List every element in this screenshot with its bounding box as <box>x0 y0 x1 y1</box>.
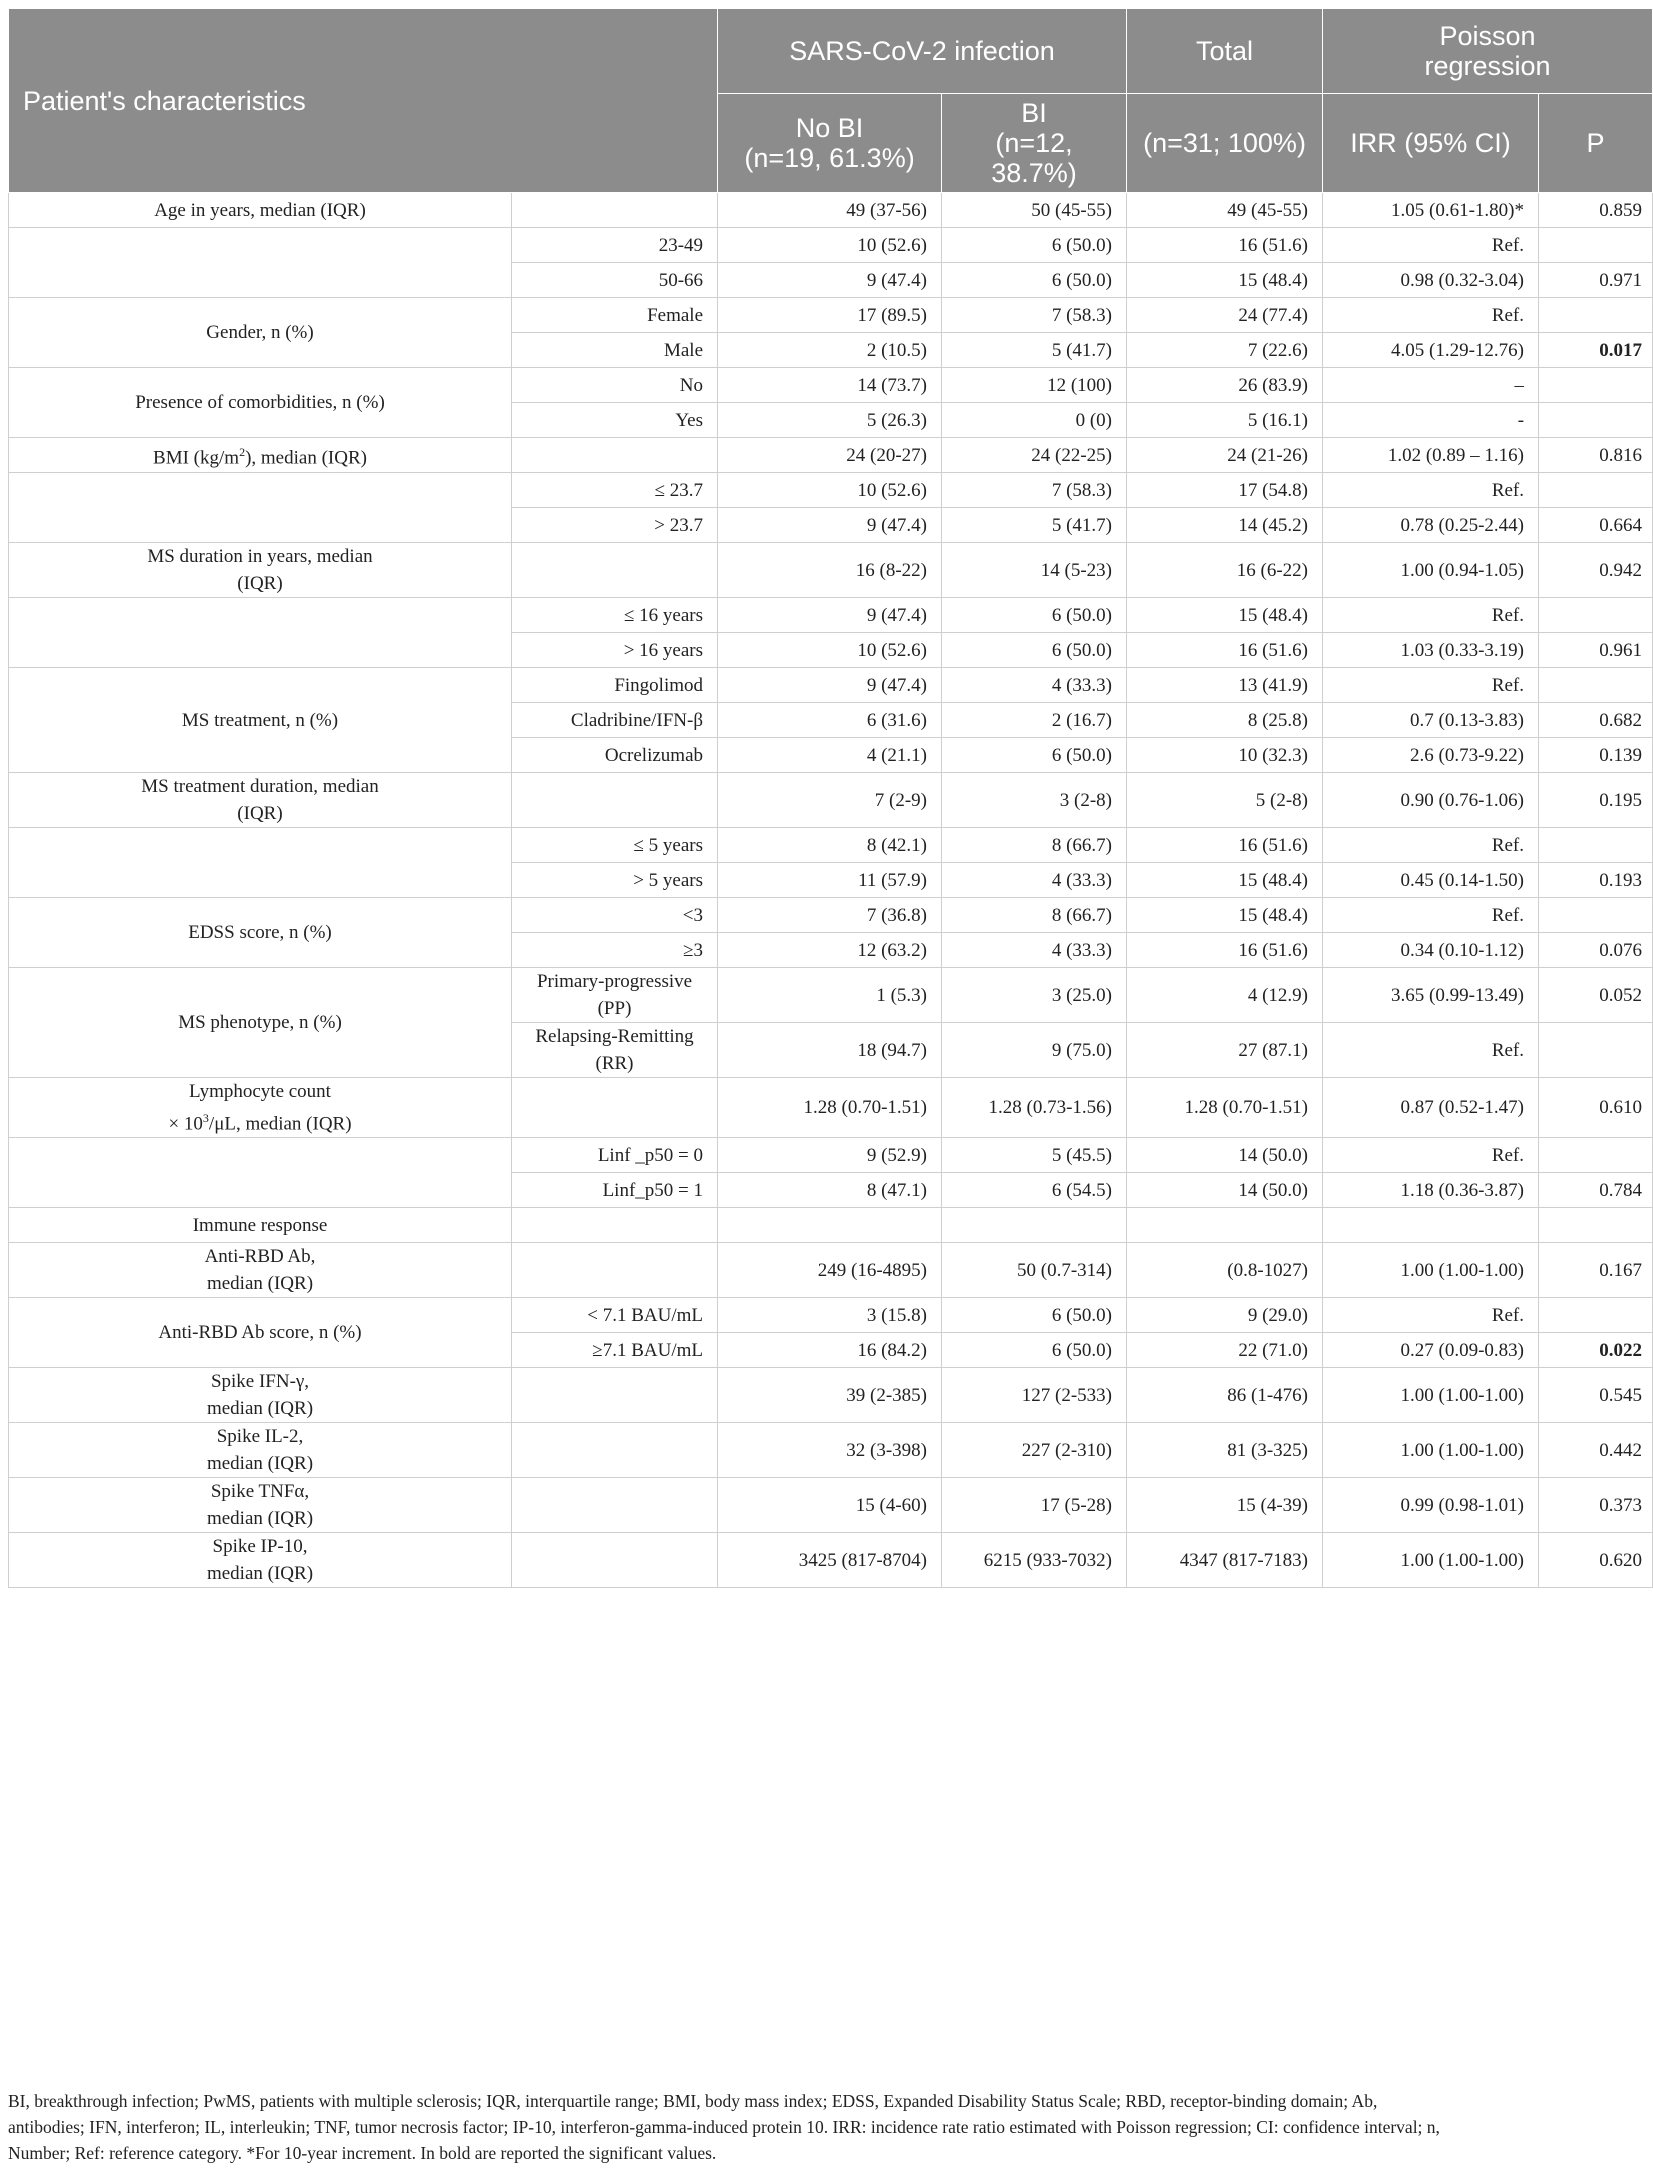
cell-p <box>1539 828 1653 863</box>
significant-p-value: 0.022 <box>1599 1339 1643 1361</box>
cell-p <box>1539 898 1653 933</box>
cell-total: 26 (83.9) <box>1127 368 1323 403</box>
row-sublabel: 50-66 <box>512 263 718 298</box>
row-sublabel: ≤ 16 years <box>512 598 718 633</box>
cell-no-bi <box>718 1208 942 1243</box>
cell-no-bi: 15 (4-60) <box>718 1478 942 1533</box>
table-row <box>9 1208 1653 1243</box>
cell-total: 4 (12.9) <box>1127 968 1323 1023</box>
characteristics-table <box>8 8 1653 1588</box>
cell-bi: 4 (33.3) <box>942 668 1127 703</box>
row-label <box>9 598 512 668</box>
cell-bi: 8 (66.7) <box>942 898 1127 933</box>
cell-irr: 0.27 (0.09-0.83) <box>1323 1333 1539 1368</box>
cell-irr: Ref. <box>1323 298 1539 333</box>
cell-no-bi: 14 (73.7) <box>718 368 942 403</box>
table-row <box>9 1423 1653 1478</box>
row-sublabel <box>512 1423 718 1478</box>
cell-total: 16 (51.6) <box>1127 933 1323 968</box>
cell-no-bi: 18 (94.7) <box>718 1023 942 1078</box>
table-row <box>9 1368 1653 1423</box>
cell-bi: 17 (5-28) <box>942 1478 1127 1533</box>
cell-no-bi: 249 (16-4895) <box>718 1243 942 1298</box>
row-label: Spike TNFα, median (IQR) <box>9 1478 512 1533</box>
table-row <box>9 228 1653 263</box>
row-sublabel: Relapsing-Remitting (RR) <box>512 1023 718 1078</box>
row-sublabel: > 5 years <box>512 863 718 898</box>
table-row <box>9 543 1653 598</box>
cell-total: 13 (41.9) <box>1127 668 1323 703</box>
cell-bi <box>942 1208 1127 1243</box>
cell-irr: Ref. <box>1323 228 1539 263</box>
cell-no-bi: 17 (89.5) <box>718 298 942 333</box>
cell-p <box>1539 1138 1653 1173</box>
cell-p: 0.052 <box>1539 968 1653 1023</box>
cell-bi: 2 (16.7) <box>942 703 1127 738</box>
cell-total: 22 (71.0) <box>1127 1333 1323 1368</box>
cell-no-bi: 1.28 (0.70-1.51) <box>718 1078 942 1138</box>
cell-p <box>1539 298 1653 333</box>
cell-p: 0.682 <box>1539 703 1653 738</box>
cell-irr: – <box>1323 368 1539 403</box>
cell-bi: 227 (2-310) <box>942 1423 1127 1478</box>
cell-bi: 6 (50.0) <box>942 263 1127 298</box>
table-row <box>9 298 1653 333</box>
row-sublabel: ≤ 23.7 <box>512 473 718 508</box>
cell-no-bi: 10 (52.6) <box>718 633 942 668</box>
row-sublabel: Yes <box>512 403 718 438</box>
cell-total <box>1127 1208 1323 1243</box>
cell-no-bi: 39 (2-385) <box>718 1368 942 1423</box>
cell-total: 81 (3-325) <box>1127 1423 1323 1478</box>
row-label <box>9 473 512 543</box>
row-label <box>9 228 512 298</box>
header-irr: IRR (95% CI) <box>1323 94 1539 193</box>
cell-p: 0.193 <box>1539 863 1653 898</box>
cell-p: 0.167 <box>1539 1243 1653 1298</box>
cell-total: 14 (50.0) <box>1127 1173 1323 1208</box>
cell-p <box>1539 598 1653 633</box>
cell-bi: 4 (33.3) <box>942 863 1127 898</box>
cell-irr: 1.00 (1.00-1.00) <box>1323 1533 1539 1588</box>
row-sublabel: Linf _p50 = 0 <box>512 1138 718 1173</box>
cell-p: 0.816 <box>1539 438 1653 473</box>
cell-bi: 3 (25.0) <box>942 968 1127 1023</box>
section-label-immune-response: Immune response <box>9 1208 512 1243</box>
cell-no-bi: 9 (47.4) <box>718 598 942 633</box>
table-row <box>9 773 1653 828</box>
cell-irr: 1.00 (1.00-1.00) <box>1323 1368 1539 1423</box>
row-sublabel: <3 <box>512 898 718 933</box>
table-row <box>9 1533 1653 1588</box>
cell-no-bi: 24 (20-27) <box>718 438 942 473</box>
cell-p <box>1539 1208 1653 1243</box>
cell-irr: 1.00 (0.94-1.05) <box>1323 543 1539 598</box>
cell-p: 0.610 <box>1539 1078 1653 1138</box>
row-sublabel <box>512 1533 718 1588</box>
table-row <box>9 1138 1653 1173</box>
cell-p <box>1539 1298 1653 1333</box>
cell-bi: 5 (45.5) <box>942 1138 1127 1173</box>
cell-p <box>1539 1023 1653 1078</box>
row-label: Spike IFN-γ, median (IQR) <box>9 1368 512 1423</box>
cell-bi: 6 (50.0) <box>942 228 1127 263</box>
table-row <box>9 1298 1653 1333</box>
row-sublabel: Linf_p50 = 1 <box>512 1173 718 1208</box>
header-sars-group: SARS-CoV-2 infection <box>718 9 1127 94</box>
cell-no-bi: 32 (3-398) <box>718 1423 942 1478</box>
cell-irr: - <box>1323 403 1539 438</box>
cell-no-bi: 11 (57.9) <box>718 863 942 898</box>
row-sublabel: ≥3 <box>512 933 718 968</box>
cell-irr: Ref. <box>1323 598 1539 633</box>
row-sublabel: Fingolimod <box>512 668 718 703</box>
cell-p: 0.076 <box>1539 933 1653 968</box>
cell-p: 0.859 <box>1539 193 1653 228</box>
row-sublabel <box>512 1243 718 1298</box>
row-sublabel: > 23.7 <box>512 508 718 543</box>
row-sublabel: Primary-progressive (PP) <box>512 968 718 1023</box>
cell-p: 0.442 <box>1539 1423 1653 1478</box>
cell-irr: Ref. <box>1323 668 1539 703</box>
cell-irr: 0.99 (0.98-1.01) <box>1323 1478 1539 1533</box>
row-label: Anti-RBD Ab score, n (%) <box>9 1298 512 1368</box>
cell-bi: 6 (54.5) <box>942 1173 1127 1208</box>
cell-irr: 0.98 (0.32-3.04) <box>1323 263 1539 298</box>
table-row <box>9 1078 1653 1138</box>
cell-p <box>1539 228 1653 263</box>
cell-p: 0.139 <box>1539 738 1653 773</box>
cell-bi: 6 (50.0) <box>942 738 1127 773</box>
cell-total: 16 (51.6) <box>1127 228 1323 263</box>
table-header <box>9 9 1653 193</box>
table-body <box>9 193 1653 1588</box>
table-row <box>9 368 1653 403</box>
cell-no-bi: 7 (36.8) <box>718 898 942 933</box>
cell-total: 16 (6-22) <box>1127 543 1323 598</box>
row-sublabel <box>512 1078 718 1138</box>
header-no-bi: No BI (n=19, 61.3%) <box>718 94 942 193</box>
cell-no-bi: 8 (42.1) <box>718 828 942 863</box>
cell-no-bi: 16 (8-22) <box>718 543 942 598</box>
cell-irr: Ref. <box>1323 473 1539 508</box>
cell-total: 15 (4-39) <box>1127 1478 1323 1533</box>
cell-p: 0.664 <box>1539 508 1653 543</box>
cell-total: 15 (48.4) <box>1127 898 1323 933</box>
cell-no-bi: 8 (47.1) <box>718 1173 942 1208</box>
cell-p: 0.784 <box>1539 1173 1653 1208</box>
cell-no-bi: 49 (37-56) <box>718 193 942 228</box>
cell-bi: 50 (45-55) <box>942 193 1127 228</box>
cell-irr: Ref. <box>1323 828 1539 863</box>
cell-bi: 127 (2-533) <box>942 1368 1127 1423</box>
row-sublabel <box>512 1208 718 1243</box>
row-sublabel: 23-49 <box>512 228 718 263</box>
row-sublabel: No <box>512 368 718 403</box>
cell-total: 15 (48.4) <box>1127 263 1323 298</box>
cell-total: 14 (50.0) <box>1127 1138 1323 1173</box>
row-sublabel: Cladribine/IFN-β <box>512 703 718 738</box>
cell-bi: 6 (50.0) <box>942 633 1127 668</box>
cell-p: 0.971 <box>1539 263 1653 298</box>
row-label: MS duration in years, median (IQR) <box>9 543 512 598</box>
row-label: MS phenotype, n (%) <box>9 968 512 1078</box>
cell-bi: 1.28 (0.73-1.56) <box>942 1078 1127 1138</box>
cell-bi: 7 (58.3) <box>942 298 1127 333</box>
cell-bi: 5 (41.7) <box>942 508 1127 543</box>
table-row <box>9 1478 1653 1533</box>
significant-p-value: 0.017 <box>1599 339 1643 361</box>
cell-irr: 3.65 (0.99-13.49) <box>1323 968 1539 1023</box>
cell-total: 16 (51.6) <box>1127 633 1323 668</box>
cell-irr: 4.05 (1.29-12.76) <box>1323 333 1539 368</box>
cell-no-bi: 6 (31.6) <box>718 703 942 738</box>
cell-p <box>1539 368 1653 403</box>
row-sublabel: Ocrelizumab <box>512 738 718 773</box>
cell-no-bi: 3425 (817-8704) <box>718 1533 942 1588</box>
cell-bi: 24 (22-25) <box>942 438 1127 473</box>
cell-irr: 1.00 (1.00-1.00) <box>1323 1243 1539 1298</box>
cell-bi: 3 (2-8) <box>942 773 1127 828</box>
cell-no-bi: 10 (52.6) <box>718 473 942 508</box>
table-row <box>9 438 1653 473</box>
cell-bi: 7 (58.3) <box>942 473 1127 508</box>
cell-no-bi: 9 (52.9) <box>718 1138 942 1173</box>
row-sublabel: ≥7.1 BAU/mL <box>512 1333 718 1368</box>
cell-irr: Ref. <box>1323 1023 1539 1078</box>
cell-total: 7 (22.6) <box>1127 333 1323 368</box>
cell-bi: 6215 (933-7032) <box>942 1533 1127 1588</box>
row-label <box>9 828 512 898</box>
cell-bi: 4 (33.3) <box>942 933 1127 968</box>
cell-irr: 1.05 (0.61-1.80)* <box>1323 193 1539 228</box>
cell-p: 0.961 <box>1539 633 1653 668</box>
cell-bi: 9 (75.0) <box>942 1023 1127 1078</box>
cell-p <box>1539 403 1653 438</box>
cell-total: (0.8-1027) <box>1127 1243 1323 1298</box>
cell-no-bi: 4 (21.1) <box>718 738 942 773</box>
cell-irr: 1.03 (0.33-3.19) <box>1323 633 1539 668</box>
row-sublabel <box>512 773 718 828</box>
header-bi: BI (n=12, 38.7%) <box>942 94 1127 193</box>
cell-total: 4347 (817-7183) <box>1127 1533 1323 1588</box>
cell-p: 0.195 <box>1539 773 1653 828</box>
cell-irr: 0.78 (0.25-2.44) <box>1323 508 1539 543</box>
cell-no-bi: 12 (63.2) <box>718 933 942 968</box>
cell-total: 27 (87.1) <box>1127 1023 1323 1078</box>
cell-total: 15 (48.4) <box>1127 598 1323 633</box>
cell-irr: Ref. <box>1323 1138 1539 1173</box>
row-label: Spike IL-2, median (IQR) <box>9 1423 512 1478</box>
cell-irr: 0.34 (0.10-1.12) <box>1323 933 1539 968</box>
cell-no-bi: 10 (52.6) <box>718 228 942 263</box>
cell-irr: Ref. <box>1323 1298 1539 1333</box>
cell-irr: 0.45 (0.14-1.50) <box>1323 863 1539 898</box>
header-total: Total <box>1127 9 1323 94</box>
row-label: Age in years, median (IQR) <box>9 193 512 228</box>
table-row <box>9 1243 1653 1298</box>
cell-total: 10 (32.3) <box>1127 738 1323 773</box>
cell-bi: 8 (66.7) <box>942 828 1127 863</box>
row-sublabel: Female <box>512 298 718 333</box>
cell-bi: 6 (50.0) <box>942 1298 1127 1333</box>
cell-p <box>1539 333 1653 368</box>
cell-irr: Ref. <box>1323 898 1539 933</box>
row-label: Spike IP-10, median (IQR) <box>9 1533 512 1588</box>
cell-irr: 1.02 (0.89 – 1.16) <box>1323 438 1539 473</box>
row-label <box>9 1138 512 1208</box>
cell-bi: 14 (5-23) <box>942 543 1127 598</box>
cell-total: 17 (54.8) <box>1127 473 1323 508</box>
row-label: MS treatment, n (%) <box>9 668 512 773</box>
cell-p: 0.942 <box>1539 543 1653 598</box>
header-patient-characteristics: Patient's characteristics <box>9 9 718 193</box>
table-row <box>9 598 1653 633</box>
cell-total: 15 (48.4) <box>1127 863 1323 898</box>
row-label: Lymphocyte count × $10^3/\mu L$, median (IQR) <box>9 1078 512 1138</box>
cell-total: 9 (29.0) <box>1127 1298 1323 1333</box>
table-row <box>9 668 1653 703</box>
cell-bi: 5 (41.7) <box>942 333 1127 368</box>
cell-total: 5 (2-8) <box>1127 773 1323 828</box>
cell-bi: 6 (50.0) <box>942 1333 1127 1368</box>
cell-no-bi: 2 (10.5) <box>718 333 942 368</box>
cell-total: 8 (25.8) <box>1127 703 1323 738</box>
cell-no-bi: 9 (47.4) <box>718 263 942 298</box>
row-label: BMI $(kg/m^2)$, median (IQR) <box>9 438 512 473</box>
cell-no-bi: 7 (2-9) <box>718 773 942 828</box>
header-p: P <box>1539 94 1653 193</box>
cell-irr <box>1323 1208 1539 1243</box>
header-poisson: Poisson regression <box>1323 9 1653 94</box>
cell-total: 86 (1-476) <box>1127 1368 1323 1423</box>
cell-p <box>1539 473 1653 508</box>
row-label: MS treatment duration, median (IQR) <box>9 773 512 828</box>
cell-no-bi: 3 (15.8) <box>718 1298 942 1333</box>
cell-total: 24 (77.4) <box>1127 298 1323 333</box>
table-row <box>9 968 1653 1023</box>
cell-irr: 0.7 (0.13-3.83) <box>1323 703 1539 738</box>
cell-irr: 1.00 (1.00-1.00) <box>1323 1423 1539 1478</box>
row-label: Presence of comorbidities, n (%) <box>9 368 512 438</box>
cell-total: 16 (51.6) <box>1127 828 1323 863</box>
cell-p: 0.545 <box>1539 1368 1653 1423</box>
row-sublabel: > 16 years <box>512 633 718 668</box>
table-row <box>9 898 1653 933</box>
table-container <box>8 8 1643 1588</box>
row-sublabel: ≤ 5 years <box>512 828 718 863</box>
table-row <box>9 193 1653 228</box>
table-row <box>9 473 1653 508</box>
cell-total: 5 (16.1) <box>1127 403 1323 438</box>
cell-p <box>1539 1333 1653 1368</box>
cell-p: 0.373 <box>1539 1478 1653 1533</box>
row-sublabel: Male <box>512 333 718 368</box>
cell-irr: 0.90 (0.76-1.06) <box>1323 773 1539 828</box>
row-sublabel: < 7.1 BAU/mL <box>512 1298 718 1333</box>
row-sublabel <box>512 1478 718 1533</box>
cell-no-bi: 9 (47.4) <box>718 668 942 703</box>
table-row <box>9 828 1653 863</box>
cell-no-bi: 5 (26.3) <box>718 403 942 438</box>
cell-bi: 6 (50.0) <box>942 598 1127 633</box>
cell-no-bi: 1 (5.3) <box>718 968 942 1023</box>
cell-p <box>1539 668 1653 703</box>
row-label: Anti-RBD Ab, median (IQR) <box>9 1243 512 1298</box>
cell-total: 24 (21-26) <box>1127 438 1323 473</box>
cell-irr: 2.6 (0.73-9.22) <box>1323 738 1539 773</box>
cell-total: 49 (45-55) <box>1127 193 1323 228</box>
cell-total: 1.28 (0.70-1.51) <box>1127 1078 1323 1138</box>
table-footnote: BI, breakthrough infection; PwMS, patients with multiple sclerosis; IQR, interquartile range; BMI, body mass index; EDSS, Expanded Disability Status Scale; RBD, receptor-binding domain; Ab, antibodies; IFN, interferon; IL, interleukin; TNF, tumor necrosis factor; IP-10, interferon-gamma-induced protein 10. IRR: incidence rate ratio estimated with Poisson regression; CI: confidence interval; n, Number; Ref: reference category. *For 10-year increment. In bold are reported the significant values. <box>8 2091 1440 2163</box>
cell-bi: 50 (0.7-314) <box>942 1243 1127 1298</box>
header-total-n: (n=31; 100%) <box>1127 94 1323 193</box>
cell-no-bi: 9 (47.4) <box>718 508 942 543</box>
row-label: EDSS score, n (%) <box>9 898 512 968</box>
cell-total: 14 (45.2) <box>1127 508 1323 543</box>
cell-bi: 0 (0) <box>942 403 1127 438</box>
cell-bi: 12 (100) <box>942 368 1127 403</box>
cell-no-bi: 16 (84.2) <box>718 1333 942 1368</box>
cell-irr: 1.18 (0.36-3.87) <box>1323 1173 1539 1208</box>
row-sublabel <box>512 438 718 473</box>
cell-p: 0.620 <box>1539 1533 1653 1588</box>
cell-irr: 0.87 (0.52-1.47) <box>1323 1078 1539 1138</box>
row-sublabel <box>512 193 718 228</box>
row-label: Gender, n (%) <box>9 298 512 368</box>
row-sublabel <box>512 1368 718 1423</box>
row-sublabel <box>512 543 718 598</box>
